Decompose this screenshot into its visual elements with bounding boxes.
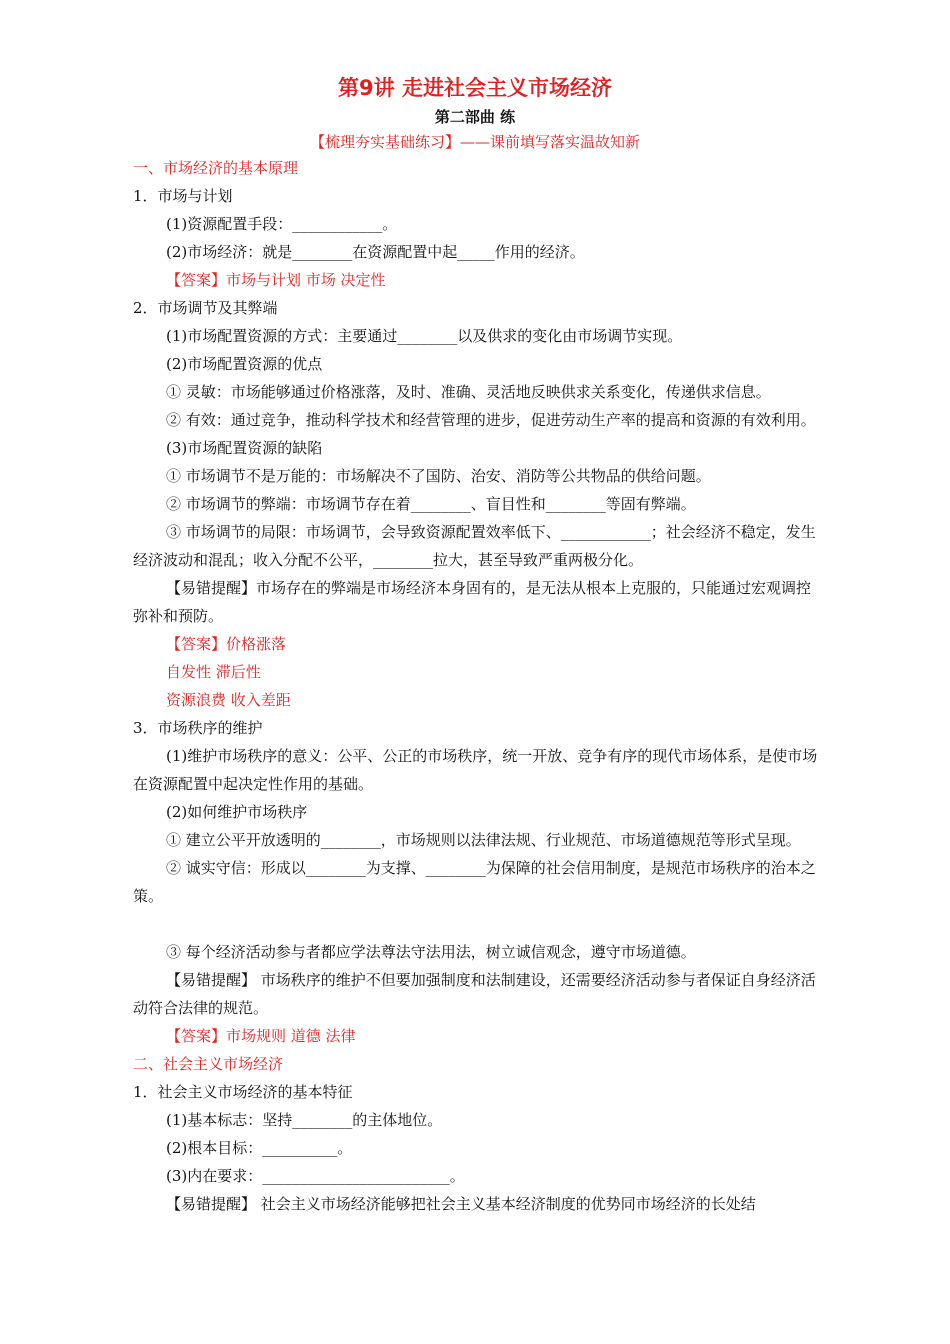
question-line: (3)市场配置资源的缺陷: [166, 439, 323, 457]
tip-line: 【易错提醒】 社会主义市场经济能够把社会主义基本经济制度的优势同市场经济的长处结: [166, 1195, 756, 1213]
question-line: ② 诚实守信：形成以________为支撑、________为保障的社会信用制度，是规范市场秩序的治本之策。: [133, 859, 816, 905]
question-line: (2)市场经济：就是________在资源配置中起_____作用的经济。: [166, 243, 585, 261]
answer-line: 【答案】价格涨落: [166, 635, 287, 653]
question-line: ③ 市场调节的局限：市场调节，会导致资源配置效率低下、____________；社会经济不稳定，发生经济波动和混乱；收入分配不公平，________拉大，甚至导致严重两极分化。: [133, 523, 816, 569]
page-subtitle: 第二部曲 练: [434, 108, 516, 126]
answer-line: 【答案】市场规则 道德 法律: [166, 1027, 356, 1045]
question-line: (3)内在要求：_________________________。: [166, 1167, 465, 1185]
question-line: ② 市场调节的弊端：市场调节存在着________、盲目性和________等固有弊端。: [166, 495, 696, 513]
question-line: (2)市场配置资源的优点: [166, 355, 323, 373]
topic-heading: 1．市场与计划: [133, 187, 233, 205]
section-heading: 二、社会主义市场经济: [133, 1055, 284, 1073]
body-text: (1)维护市场秩序的意义：公平、公正的市场秩序，统一开放、竞争有序的现代市场体系，是使市场在资源配置中起决定性作用的基础。: [133, 747, 818, 793]
question-line: (2)如何维护市场秩序: [166, 803, 308, 821]
section-banner: 【梳理夯实基础练习】——课前填写落实温故知新: [309, 133, 640, 151]
question-line: (1)基本标志：坚持________的主体地位。: [166, 1111, 443, 1129]
topic-heading: 1．社会主义市场经济的基本特征: [133, 1083, 353, 1101]
body-text: ② 有效：通过竞争，推动科学技术和经营管理的进步，促进劳动生产率的提高和资源的有效利用。: [166, 411, 816, 429]
page-title: 第9讲 走进社会主义市场经济: [338, 76, 612, 100]
answer-line: 【答案】市场与计划 市场 决定性: [166, 271, 386, 289]
question-line: (2)根本目标：__________。: [166, 1139, 353, 1157]
answer-line: 自发性 滞后性: [166, 663, 261, 681]
question-line: (1)市场配置资源的方式：主要通过________以及供求的变化由市场调节实现。: [166, 327, 683, 345]
question-line: ① 建立公平开放透明的________，市场规则以法律法规、行业规范、市场道德规范等形式呈现。: [166, 831, 801, 849]
answer-line: 资源浪费 收入差距: [166, 691, 291, 709]
topic-heading: 3．市场秩序的维护: [133, 719, 263, 737]
tip-line: 【易错提醒】市场存在的弊端是市场经济本身固有的，是无法从根本上克服的，只能通过宏观调控弥补和预防。: [133, 579, 812, 625]
tip-line: 【易错提醒】 市场秩序的维护不但要加强制度和法制建设，还需要经济活动参与者保证自身经济活动符合法律的规范。: [133, 971, 816, 1017]
body-text: ③ 每个经济活动参与者都应学法尊法守法用法，树立诚信观念，遵守市场道德。: [166, 943, 696, 961]
blank-gap: [133, 910, 823, 938]
body-text: ① 市场调节不是万能的：市场解决不了国防、治安、消防等公共物品的供给问题。: [166, 467, 711, 485]
question-line: (1)资源配置手段：____________。: [166, 215, 398, 233]
document-body: [133, 154, 823, 1218]
section-heading: 一、市场经济的基本原理: [133, 159, 299, 177]
topic-heading: 2．市场调节及其弊端: [133, 299, 278, 317]
body-text: ① 灵敏：市场能够通过价格涨落，及时、准确、灵活地反映供求关系变化，传递供求信息。: [166, 383, 771, 401]
